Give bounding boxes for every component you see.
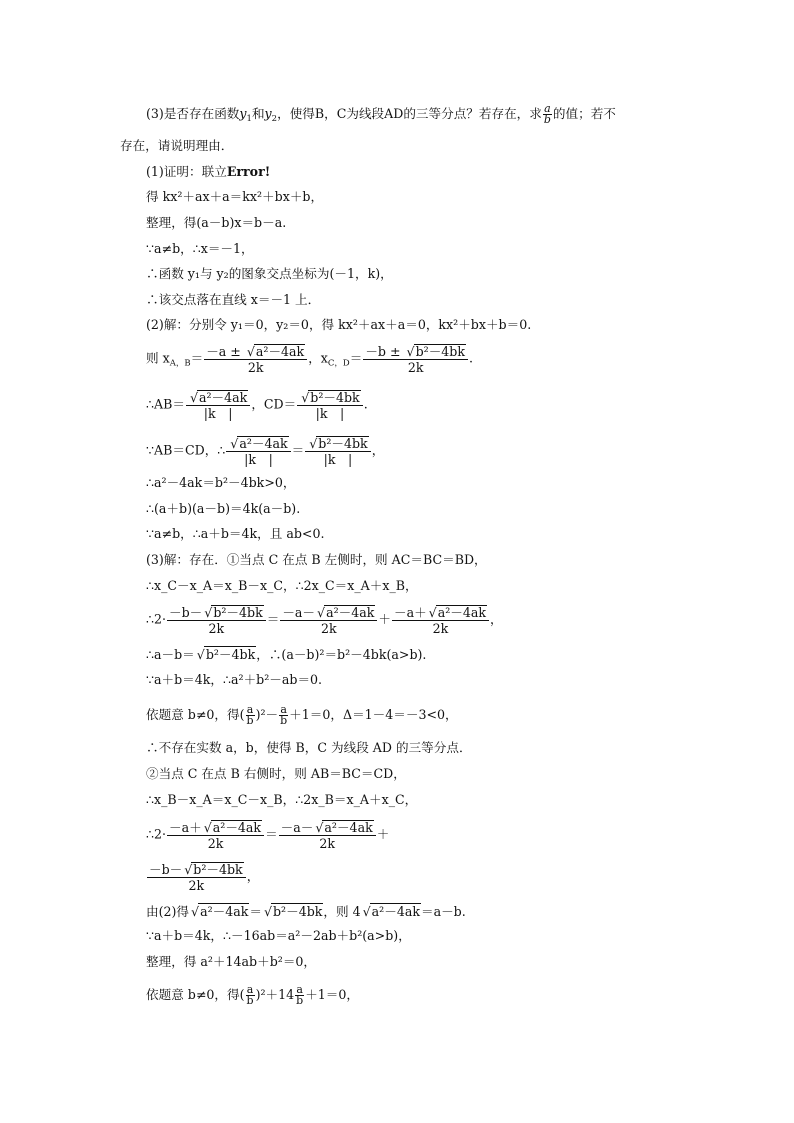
denominator: b [543, 113, 551, 126]
denominator: 2k [432, 621, 449, 636]
solution-line-11: ∴a²－4ak＝b²－4bk>0， [146, 475, 296, 490]
numerator: －b－ [149, 862, 183, 877]
denominator: 2k [208, 621, 225, 636]
solution-line-9 [146, 390, 368, 420]
root-fraction [204, 344, 307, 374]
solution-line-19 [146, 705, 458, 726]
line-text: ＝a－b. [420, 904, 466, 919]
radicand: √ a²－4ak [237, 436, 288, 450]
solution-line-22: ∴x_B－x_A＝x_C－x_B，∴2x_B＝x_A＋x_C， [146, 792, 418, 807]
denominator: |k | [203, 406, 233, 421]
solution-line-25 [146, 903, 466, 920]
line-text: ＋ [376, 826, 390, 842]
radicand: √ a²－4ak [436, 605, 487, 619]
denominator: 2k [188, 878, 205, 893]
denominator: |k | [323, 452, 353, 467]
solution-line-3: 整理，得(a－b)x＝b－a. [146, 215, 287, 230]
denominator: 2k [207, 836, 224, 851]
radicand: √ a²－4ak [198, 903, 249, 920]
subscript: 2 [271, 114, 278, 124]
solution-line-17 [146, 646, 426, 663]
radicand: √ a²－4ak [254, 344, 305, 358]
numerator: －a ± [206, 344, 245, 359]
fraction-a-over-b [279, 705, 288, 726]
solution-line-28 [146, 985, 359, 1006]
line-text: ， [490, 611, 503, 627]
question-text: (3)是否存在函数 [146, 106, 240, 121]
radicand: √ b²－4bk [271, 903, 323, 920]
line-text: ＋1＝0，Δ＝1－4＝－3<0， [289, 707, 458, 722]
fraction-a-over-b [295, 985, 304, 1006]
root-fraction [186, 390, 250, 420]
numerator: －a－ [282, 605, 316, 620]
radicand: √ a²－4ak [197, 390, 248, 404]
denominator: 2k [321, 621, 337, 636]
line-text: ， [246, 868, 260, 884]
solution-line-5: ∴函数 y₁与 y₂的图象交点坐标为(－1，k)， [146, 266, 393, 281]
question-text: 的值；若不 [552, 106, 616, 121]
denominator: 2k [247, 360, 264, 375]
line-text: ＝ [291, 442, 305, 458]
question-3-line-1 [146, 104, 616, 127]
radicand: √ b²－4bk [204, 646, 256, 663]
var-y: y [264, 106, 272, 121]
line-text: ＋ [378, 611, 391, 627]
question-3-line-2: 存在，请说明理由． [120, 138, 234, 153]
denominator: 2k [319, 836, 336, 851]
line-text: ∵AB＝CD，∴ [146, 442, 226, 458]
line-text: 则 x [146, 350, 170, 366]
line-text: 依题意 b≠0，得( [146, 707, 245, 722]
root-fraction [279, 820, 376, 850]
denominator: b [280, 714, 288, 727]
solution-line-27: 整理，得 a²＋14ab＋b²＝0， [146, 954, 317, 969]
line-text: )²＋14 [255, 987, 295, 1002]
numerator: －a＋ [393, 605, 427, 620]
line-text: ，CD＝ [251, 396, 297, 412]
root-fraction [297, 390, 362, 420]
root-fraction [167, 820, 264, 850]
root-fraction [305, 436, 370, 466]
line-text: ，则 4 [323, 904, 361, 919]
line-text: ∴2· [146, 611, 167, 627]
numerator: a [246, 983, 254, 996]
solution-line-15: ∴x_C－x_A＝x_B－x_C，∴2x_C＝x_A＋x_B， [146, 578, 418, 593]
radicand: √ a²－4ak [370, 903, 421, 920]
solution-line-4: ∵a≠b，∴x＝－1， [146, 241, 254, 256]
denominator: b [296, 994, 304, 1007]
denominator: b [246, 714, 254, 727]
line-text: ＝ [265, 826, 278, 842]
subscript: A，B [169, 358, 191, 369]
line-text: )²－ [255, 707, 279, 722]
denominator: 2k [407, 360, 424, 375]
denominator: |k | [244, 452, 273, 467]
line-text: ，∴(a－b)²＝b²－4bk(a>b). [256, 647, 427, 662]
numerator: －b－ [169, 605, 203, 620]
error-text: Error! [226, 164, 271, 179]
root-fraction [280, 605, 377, 635]
solution-line-16 [146, 605, 503, 635]
solution-line-6: ∴该交点落在直线 x＝－1 上． [146, 292, 321, 307]
numerator: a [544, 102, 551, 115]
solution-line-12: ∴(a＋b)(a－b)＝4k(a－b). [146, 501, 301, 516]
solution-line-7: (2)解：分别令 y₁＝0，y₂＝0，得 kx²＋ax＋a＝0，kx²＋bx＋b＝0. [146, 317, 532, 332]
root-fraction [392, 605, 489, 635]
root-fraction [147, 862, 246, 892]
radicand: √ b²－4bk [316, 436, 368, 450]
radicand: √ b²－4bk [414, 344, 466, 358]
solution-line-10 [146, 436, 384, 466]
radicand: √ b²－4bk [308, 390, 360, 404]
line-text: ， [371, 442, 385, 458]
solution-line-8 [146, 344, 473, 374]
numerator: a [296, 983, 303, 996]
solution-line-14: (3)解：存在．①当点 C 在点 B 左侧时，则 AC＝BC＝BD， [146, 552, 487, 567]
solution-line-23 [146, 820, 389, 850]
line-text: (1)证明：联立 [146, 164, 227, 179]
root-fraction [226, 436, 290, 466]
line-text: ＝ [249, 904, 262, 919]
fraction-a-over-b [543, 104, 552, 125]
subscript: 1 [246, 114, 252, 124]
numerator: －b ± [365, 344, 405, 359]
numerator: －a＋ [169, 820, 202, 835]
question-text: 和 [251, 106, 265, 121]
line-text: 由(2)得 [146, 904, 190, 919]
radicand: √ a²－4ak [322, 820, 373, 834]
line-text: ＝ [266, 611, 280, 627]
root-fraction [167, 605, 266, 635]
numerator: a [280, 703, 287, 716]
radicand: √ a²－4ak [211, 820, 262, 834]
solution-line-26: ∵a＋b＝4k，∴－16ab＝a²－2ab＋b²(a>b)， [146, 928, 411, 943]
var-y: y [239, 106, 247, 121]
numerator: a [246, 703, 254, 716]
radicand: √ b²－4bk [211, 605, 263, 619]
denominator: |k | [315, 406, 345, 421]
solution-line-18: ∵a＋b＝4k，∴a²＋b²－ab＝0. [146, 672, 323, 687]
numerator: －a－ [280, 820, 314, 835]
line-text: ，x [308, 350, 328, 366]
line-text: ＝ [349, 350, 363, 366]
solution-line-21: ②当点 C 在点 B 右侧时，则 AB＝BC＝CD， [146, 766, 406, 781]
solution-line-2: 得 kx²＋ax＋a＝kx²＋bx＋b， [146, 189, 324, 204]
fraction-a-over-b [246, 985, 255, 1006]
line-text: . [469, 350, 474, 366]
question-text: ，使得B，C为线段AD的三等分点？若存在，求 [277, 106, 542, 121]
radicand: √ a²－4ak [324, 605, 375, 619]
denominator: b [246, 994, 254, 1007]
line-text: ∴2· [146, 826, 167, 842]
line-text: 依题意 b≠0，得( [146, 987, 245, 1002]
solution-line-24 [146, 862, 259, 892]
line-text: ＝ [190, 350, 204, 366]
subscript: C，D [327, 358, 350, 369]
radicand: √ b²－4bk [191, 862, 243, 876]
root-fraction [363, 344, 468, 374]
line-text: ∴a－b＝ [146, 647, 195, 662]
line-text: ∴AB＝ [146, 396, 185, 412]
line-text: . [363, 396, 368, 412]
fraction-a-over-b [246, 705, 255, 726]
line-text: ＋1＝0， [305, 987, 360, 1002]
solution-line-1 [146, 164, 270, 180]
solution-line-13: ∵a≠b，∴a＋b＝4k，且 ab<0. [146, 526, 325, 541]
solution-line-20: ∴不存在实数 a，b，使得 B，C 为线段 AD 的三等分点． [146, 740, 472, 755]
